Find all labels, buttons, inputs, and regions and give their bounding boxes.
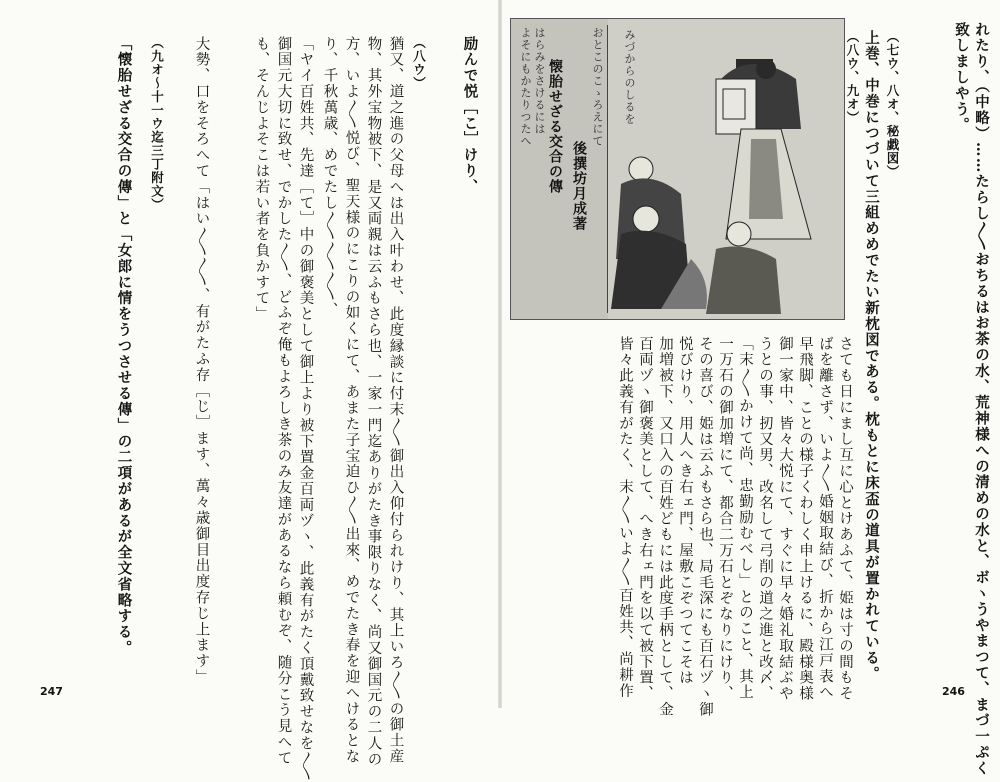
panel-divider — [607, 25, 608, 313]
caption-text: 上巻、中巻につづいて三組めめでたい新枕図である。枕もとに床盃の道具が置かれている。 — [863, 30, 880, 682]
text-line: 励んで悦［こ］けり、 — [461, 36, 479, 195]
page-number: 246 — [942, 685, 965, 698]
body-line: も、そんじよそこは若い者を負かすて」 — [253, 36, 270, 323]
illustration-text: はらみをさけるには — [533, 27, 546, 135]
section-reference: （八ウ） — [411, 36, 427, 90]
woodblock-illustration — [510, 18, 845, 320]
section-reference: （九オ〜十一ウ迄三丁附文） — [149, 36, 165, 212]
body-line: その喜び、姫は云ふもさら也、局毛深にも百石ヅヽ御 — [697, 336, 713, 718]
text-line: 致しましやう。 — [953, 22, 970, 134]
body-line: 早飛脚、ことの様子くわしく申上けるに、殿様奥様 — [797, 336, 813, 702]
closing-line: 「懐胎せざる交合の傳」と「女郎に情をうつさせる傳」の二項があるが全文省略する。 — [115, 36, 133, 657]
illustration-author: 後撰坊月成著 — [571, 141, 587, 231]
body-line: 方、いよ〳〵悦び、聖天様のにこりの如くにて、あまた子宝迫ひ〳〵出來、めでたき春を迎へけるとな — [343, 36, 360, 765]
illustration-text: みづからのしるを — [623, 29, 636, 125]
body-line: り、千秋萬歳、めでたし〳〵〳〵〳〵、 — [321, 36, 338, 318]
caption-reference-2: （八ウ、九オ） — [845, 30, 860, 125]
illustration-title: 懐胎せざる交合の傳 — [547, 59, 563, 194]
body-line: 悦びけり、用人へき右ェ門、屋敷こぞつてこそは — [677, 336, 693, 686]
book-spine — [498, 0, 502, 708]
body-line: 猶又、道之進の父母へは出入叶わせ、此度縁談に付末〳〵御出入仰付られけり、其上いろ〳〵の御土産 — [387, 36, 404, 765]
body-line: ばを離さず、いよ〳〵婚姻取結び、折から江戸表へ — [817, 336, 833, 701]
text-line: れたり、（中略）……たらし〳〵おちるはお茶の水、荒神様への清めの水と、ボヽうやまつて、まづ一ぷく — [973, 22, 990, 777]
body-line: 物、其外宝物被下、是又両親は云ふもさら也、一家一門迄ありがたき事限りなく、尚又御国元の二人の — [365, 36, 382, 768]
body-line: 一万石の御加増にて、都合二万石とぞなりにけり、 — [717, 336, 733, 702]
body-line: さても日にまし互に心とけあふて、姫は寸の間もそ — [837, 336, 853, 702]
body-line: 加増被下、又口入の百姓どもには此度手柄として、金 — [657, 336, 673, 718]
page-number: 247 — [40, 685, 63, 698]
caption-reference: （七ウ、八オ、秘戯図） — [885, 30, 900, 179]
body-line: うとの事、扨又男、改名して弓削の道之進と改〆、 — [757, 336, 773, 702]
body-line: 大勢、口をそろへて「はい〳〵〳〵、有がたふ存［じ］ます、萬々歳御目出度存じ上ます」 — [193, 36, 210, 686]
body-line: 御国元大切に致せ、でかした〳〵、どふぞ俺もよろしき茶のみ友達があるなら頼むぞ、随分こう見へて — [275, 36, 292, 766]
body-line: 皆々此義有がたく、末〳〵いよ〳〵百姓共、尚耕作 — [617, 336, 633, 699]
illustration-text: よそにもかたりつたへ — [519, 27, 532, 147]
illustration-text: おとこのこゝろえにて — [591, 27, 604, 147]
body-line: 「ヤイ百姓共、先達［て］中の御褒美として御上より被下置金百両ヅヽ、此義有がたく頂戴致せなを〳〵 — [297, 36, 314, 782]
body-line: 御一家中、皆々大悦にて、すぐに早々婚礼取結ぶや — [777, 336, 793, 702]
body-line: 百両ヅヽ御褒美として、へき右ェ門を以て被下置、 — [637, 336, 653, 702]
body-line: 「末〳〵かけて尚、忠勤励むべし」とのこと、其上 — [737, 336, 753, 701]
